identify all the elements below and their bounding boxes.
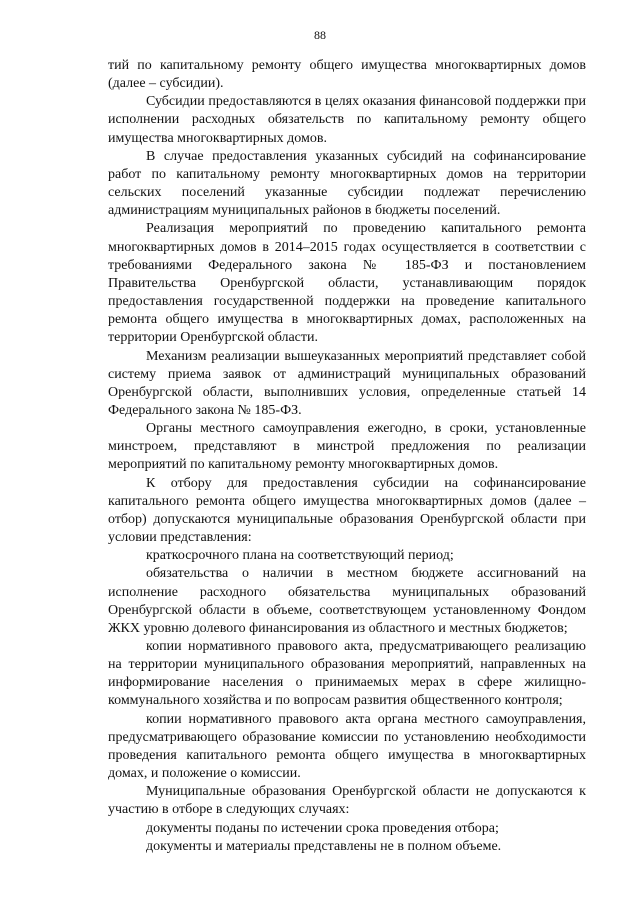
paragraph: документы поданы по истечении срока проведения отбора; — [146, 820, 499, 836]
paragraph: Механизм реализации вышеуказанных мероприятий представляет собой систему приема заявок от администраций муниципальных образований Оренбургской области, выполнивших условия, определенные статьей 14 Федерального закона № 185-ФЗ. — [108, 348, 586, 418]
paragraph: Реализация мероприятий по проведению капитального ремонта многоквартирных домов в 2014–2015 годах осуществляется в соответствии с требованиями Федерального закона № 185-ФЗ и постановлением Правительства Оренбургской области, устанавливающим порядок предоставления государственной поддержки на проведение капитального ремонта общего имущества в многоквартирных домах, расположенных на территории Оренбургской области. — [108, 221, 586, 346]
paragraph: К отбору для предоставления субсидии на софинансирование капитального ремонта общего имущества многоквартирных домов (далее – отбор) допускаются муниципальные образования Оренбургской области при условии представления: — [108, 475, 586, 546]
document-body — [108, 57, 586, 856]
paragraph: Органы местного самоуправления ежегодно, в сроки, установленные минстроем, представляют в минстрой предложения по реализации мероприятий по капитальному ремонту многоквартирных домов. — [108, 421, 586, 473]
paragraph: Субсидии предоставляются в целях оказания финансовой поддержки при исполнении расходных обязательств по капитальному ремонту общего имущества многоквартирных домов. — [108, 94, 586, 146]
paragraph: документы и материалы представлены не в полном объеме. — [146, 838, 502, 854]
paragraph: копии нормативного правового акта, предусматривающего реализацию на территории муниципального образования мероприятий, направленных на информирование населения о принимаемых мерах в сфере жилищно-коммунального хозяйства и по вопросам развития общественного контроля; — [108, 639, 586, 709]
paragraph: копии нормативного правового акта органа местного самоуправления, предусматривающего образование комиссии по установлению необходимости проведения капитального ремонта общего имущества в многоквартирных домах, и положение о комиссии. — [108, 711, 586, 782]
paragraph: краткосрочного плана на соответствующий период; — [146, 548, 454, 564]
paragraph: Муниципальные образования Оренбургской области не допускаются к участию в отборе в следующих случаях: — [108, 784, 586, 818]
page-number: 88 — [314, 28, 326, 42]
paragraph: обязательства о наличии в местном бюджете ассигнований на исполнение расходного обязательства муниципальных образований Оренбургской области в объеме, соответствующем установленному Фондом ЖКХ уровню долевого финансирования из областного и местных бюджетов; — [108, 566, 586, 636]
paragraph: тий по капитальному ремонту общего имущества многоквартирных домов (далее – субсидии). — [108, 58, 586, 92]
paragraph: В случае предоставления указанных субсидий на софинансирование работ по капитальному ремонту многоквартирных домов на территории сельских поселений указанные субсидии подлежат перечислению администрациям муниципальных районов в бюджеты поселений. — [108, 148, 586, 219]
